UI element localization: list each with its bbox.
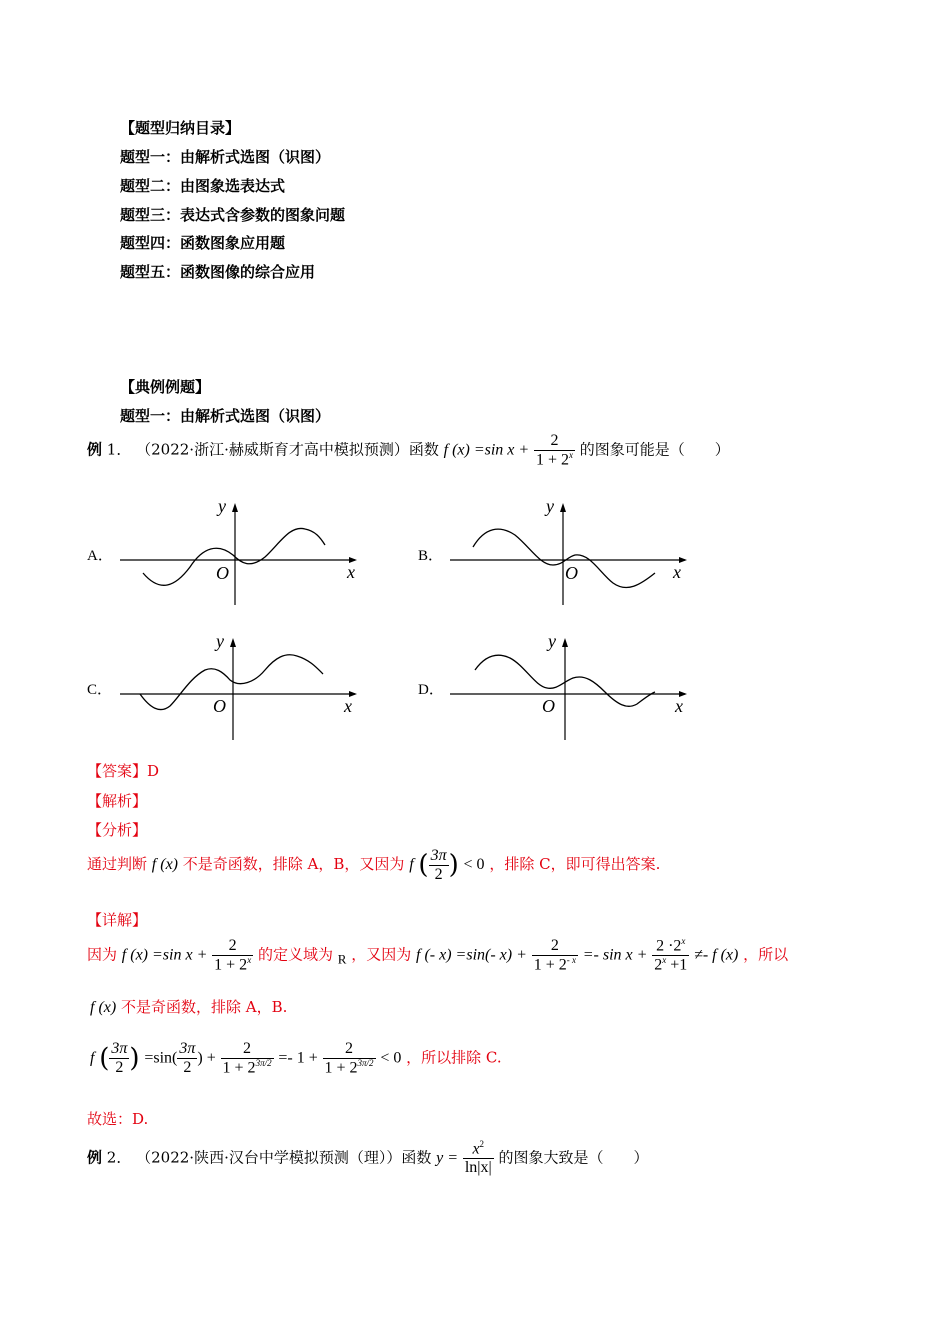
function-fraction — [534, 432, 575, 469]
fraction-numerator: 2 — [534, 432, 575, 451]
d1-fraction-2 — [532, 937, 578, 974]
fenxi-lt: < 0 — [463, 856, 485, 874]
d3-den: 2 — [115, 1058, 124, 1076]
examples-heading: 【典例例题】 — [120, 378, 211, 396]
fenxi-fraction — [429, 847, 449, 883]
d3-lt: < 0 — [380, 1049, 402, 1067]
fraction-numerator-exp: 2 — [479, 1139, 485, 1149]
d1-fraction — [212, 937, 253, 974]
y-axis-arrow — [232, 503, 238, 512]
d3-fraction-2 — [221, 1040, 274, 1077]
paren-open: ( — [418, 850, 429, 881]
function-fraction — [463, 1140, 494, 1177]
example-tail: 的图象大致是（ ） — [498, 1148, 649, 1167]
d1-fraction-3 — [652, 937, 689, 974]
fenxi-line — [87, 847, 660, 883]
paren-close: ) — [448, 850, 459, 881]
d1-den3-tail: +1 — [666, 956, 688, 974]
d3-num-arg: 3π — [179, 1040, 196, 1058]
d1-eq2: =- sin x + — [582, 946, 648, 964]
d1-post: ，所以 — [743, 945, 789, 964]
d1-num2: 2 — [532, 937, 578, 956]
d1-neq: ≠- f (x) — [694, 946, 739, 964]
d1-R: R — [337, 951, 347, 967]
y-axis-arrow — [562, 638, 568, 647]
d3-fraction-arg — [177, 1040, 197, 1076]
d3-den2: 1 + 2 — [222, 1058, 256, 1076]
d3-fraction-3 — [323, 1040, 376, 1077]
d1-den3-exp: x — [662, 954, 667, 965]
fenxi-fx: f (x) — [151, 856, 178, 874]
fenxi-mid: 不是奇函数，排除 A，B，又因为 — [182, 855, 405, 874]
y-axis-label: y — [546, 496, 554, 516]
option-a-label: A． — [87, 548, 113, 564]
type-title: 题型一：由解析式选图（识图） — [120, 407, 331, 425]
option-a-graph — [115, 495, 365, 610]
d3-eq1: =sin( — [144, 1049, 178, 1067]
fenxi-den: 2 — [434, 865, 443, 883]
function-lhs: y = — [436, 1149, 459, 1167]
toc-item-1: 题型一：由解析式选图（识图） — [120, 148, 331, 166]
paren-open: ( — [99, 1043, 110, 1074]
d3-post: ，所以排除 C. — [406, 1048, 502, 1067]
d3-den-arg: 2 — [183, 1058, 192, 1076]
d3-eq2: =- 1 + — [278, 1049, 318, 1067]
option-c-label: C． — [87, 682, 113, 698]
option-c-graph — [115, 630, 365, 745]
d1-pre: 因为 — [87, 945, 118, 964]
d3-num3: 2 — [323, 1040, 376, 1059]
x-axis-label: x — [347, 562, 355, 582]
x-axis-label: x — [344, 696, 352, 716]
d1-num3-exp: x — [681, 936, 686, 946]
fenxi-pre: 通过判断 — [87, 855, 148, 874]
paren-close: ) — [129, 1043, 140, 1074]
example-tail: 的图象可能是（ ） — [579, 440, 730, 459]
d3-eq1b: ) + — [197, 1049, 216, 1067]
fraction-numerator: x — [472, 1140, 480, 1158]
d1-num: 2 — [212, 937, 253, 956]
x-axis-label: x — [675, 696, 683, 716]
d3-num: 3π — [111, 1040, 128, 1058]
y-axis-label: y — [548, 631, 556, 651]
origin-label: O — [213, 696, 226, 716]
option-b-label: B． — [418, 548, 444, 564]
y-axis-arrow — [230, 638, 236, 647]
answer-line: 【答案】D — [87, 762, 160, 780]
d1-fx: f (x) =sin x + — [121, 946, 208, 964]
d3-f: f — [90, 1049, 95, 1067]
example-source: （2022·浙江·赫威斯育才高中模拟预测）函数 — [136, 440, 439, 459]
d1-den2-exp: - x — [566, 954, 576, 965]
d2-fx: f (x) — [90, 999, 117, 1016]
toc-item-3: 题型三：表达式含参数的图象问题 — [120, 206, 346, 224]
d1-den-exp: x — [247, 954, 252, 965]
toc-item-2: 题型二：由图象选表达式 — [120, 177, 286, 195]
d1-den3: 2 — [654, 956, 663, 974]
toc-heading: 【题型归纳目录】 — [120, 119, 241, 137]
fraction-denominator: 1 + 2 — [535, 450, 570, 468]
d3-den2-exp: 3π/2 — [255, 1057, 272, 1068]
fenxi-post: ，排除 C，即可得出答案. — [489, 855, 661, 874]
detail-line-2 — [90, 996, 287, 1017]
option-b-graph — [445, 495, 695, 610]
d1-num3: 2 ·2 — [656, 937, 682, 955]
origin-label: O — [542, 696, 555, 716]
toc-item-5: 题型五：函数图像的综合应用 — [120, 263, 316, 281]
curve — [143, 528, 325, 585]
option-d-label: D． — [418, 682, 444, 698]
option-d-graph — [445, 630, 695, 745]
example1-statement — [87, 432, 730, 469]
d1-fneg: f (- x) =sin(- x) + — [416, 946, 527, 964]
origin-label: O — [216, 563, 229, 583]
toc-item-4: 题型四：函数图象应用题 — [120, 234, 286, 252]
detail-line-1 — [87, 937, 788, 974]
d1-den: 1 + 2 — [214, 956, 248, 974]
d1-den2: 1 + 2 — [533, 956, 567, 974]
example-number: 2． — [106, 1148, 132, 1167]
fenxi-num: 3π — [430, 847, 447, 864]
curve — [140, 655, 323, 710]
function-lhs: f (x) =sin x + — [443, 441, 530, 459]
d1-mid: 的定义域为 — [257, 945, 333, 964]
y-axis-arrow — [560, 503, 566, 512]
fraction-denominator: ln|x| — [464, 1158, 492, 1176]
x-axis-label: x — [673, 562, 681, 582]
detail-tag: 【详解】 — [87, 911, 148, 929]
example-label: 例 — [87, 1148, 103, 1167]
d3-den3: 1 + 2 — [324, 1058, 358, 1076]
example-source: （2022·陕西·汉台中学模拟预测（理））函数 — [136, 1148, 432, 1167]
conclusion: 故选：D. — [87, 1110, 149, 1128]
y-axis-label: y — [216, 631, 224, 651]
analysis-tag: 【解析】 — [87, 792, 148, 810]
fraction-exponent: x — [569, 449, 574, 460]
d3-den3-exp: 3π/2 — [357, 1057, 374, 1068]
d3-num2: 2 — [221, 1040, 274, 1059]
example-label: 例 — [87, 440, 103, 459]
y-axis-label: y — [218, 496, 226, 516]
d1-mid2: ，又因为 — [351, 945, 412, 964]
example-number: 1． — [106, 440, 132, 459]
d2-text: 不是奇函数，排除 A，B. — [120, 998, 288, 1016]
d3-fraction-1 — [109, 1040, 129, 1076]
detail-line-3 — [90, 1040, 502, 1077]
curve — [473, 529, 655, 587]
fenxi-f: f — [409, 856, 414, 874]
fenxi-tag: 【分析】 — [87, 821, 148, 839]
example2-statement — [87, 1140, 648, 1177]
origin-label: O — [565, 563, 578, 583]
